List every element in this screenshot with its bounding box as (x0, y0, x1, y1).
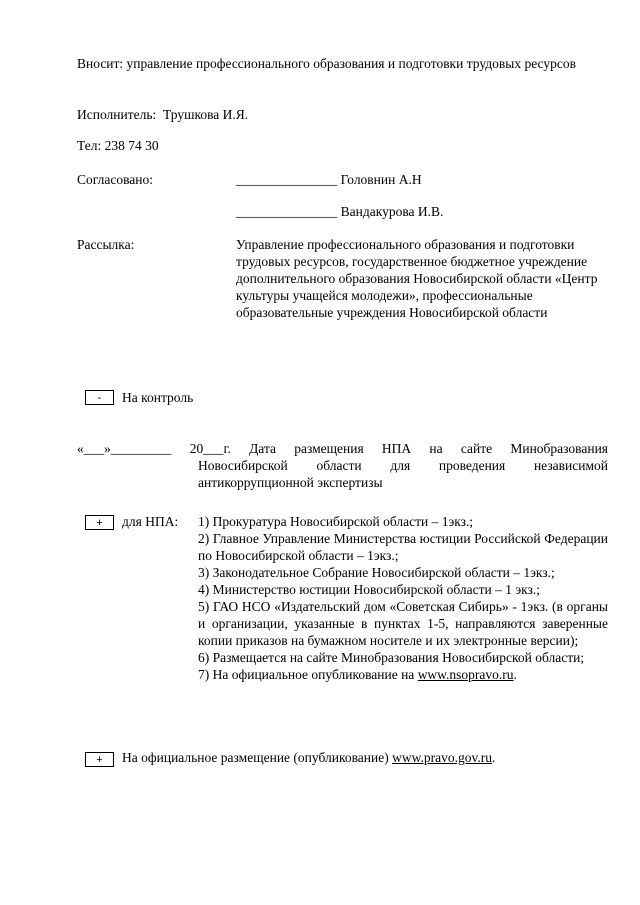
list-item: 7) На официальное опубликование на www.nsopravo.ru. (198, 667, 517, 682)
list-item: 1) Прокуратура Новосибирской области – 1экз.; (198, 514, 474, 529)
list-item: 6) Размещается на сайте Минобразования Новосибирской области; (198, 650, 585, 665)
npa-checkbox[interactable]: + (85, 515, 114, 530)
approval-row-1 (236, 171, 422, 188)
control-label: На контроль (122, 390, 194, 405)
pravo-gov-link[interactable]: www.pravo.gov.ru (392, 750, 492, 765)
npa-recipients-list (198, 513, 608, 683)
phone: Тел: 238 74 30 (77, 138, 159, 153)
npa-label: для НПА: (122, 514, 179, 529)
distribution-text: Управление профессионального образования и подготовки трудовых ресурсов, государственное бюджетное учреждение дополнительного образования Новосибирской области «Центр культуры учащейся молодежи», профессиональные образовательные учреждения Новосибирской области (236, 237, 598, 320)
executor-label: Исполнитель: (77, 107, 157, 122)
signature-line: _______________ (236, 172, 338, 187)
list-item: 5) ГАО НСО «Издательский дом «Советская Сибирь» - 1экз. (в органы и организации, указанные в пунктах 1-5, направляются заверенные копии приказов на бумажном носителе и их электронные версии); (198, 599, 608, 648)
submitted-by: Вносит: управление профессионального образования и подготовки трудовых ресурсов (77, 56, 576, 71)
list-item: 2) Главное Управление Министерства юстиции Российской Федерации по Новосибирской области – 1экз.; (198, 531, 608, 563)
approver-name: Вандакурова И.В. (340, 204, 444, 219)
list-item: 3) Законодательное Собрание Новосибирской области – 1экз.; (198, 565, 555, 580)
executor-name: Трушкова И.Я. (163, 107, 249, 122)
npa-date-continuation: Новосибирской области для проведения независимой антикоррупционной экспертизы (198, 458, 608, 490)
approvals-label: Согласовано: (77, 172, 153, 187)
signature-line: _______________ (236, 204, 338, 219)
nsopravo-link[interactable]: www.nsopravo.ru (417, 667, 514, 682)
list-item: 4) Министерство юстиции Новосибирской области – 1 экз.; (198, 582, 541, 597)
npa-date-line: «___»_________ 20___г. Дата размещения НПА на сайте Минобразования (77, 441, 608, 456)
publication-checkbox[interactable]: + (85, 752, 114, 767)
control-checkbox[interactable]: - (85, 390, 114, 405)
publication-line: На официальное размещение (опубликование) www.pravo.gov.ru. (122, 750, 496, 765)
executor-line (77, 106, 248, 123)
distribution-label: Рассылка: (77, 237, 135, 252)
publication-label: На официальное размещение (опубликование) (122, 750, 389, 765)
approval-row-2 (236, 203, 443, 220)
approver-name: Головнин А.Н (340, 172, 422, 187)
